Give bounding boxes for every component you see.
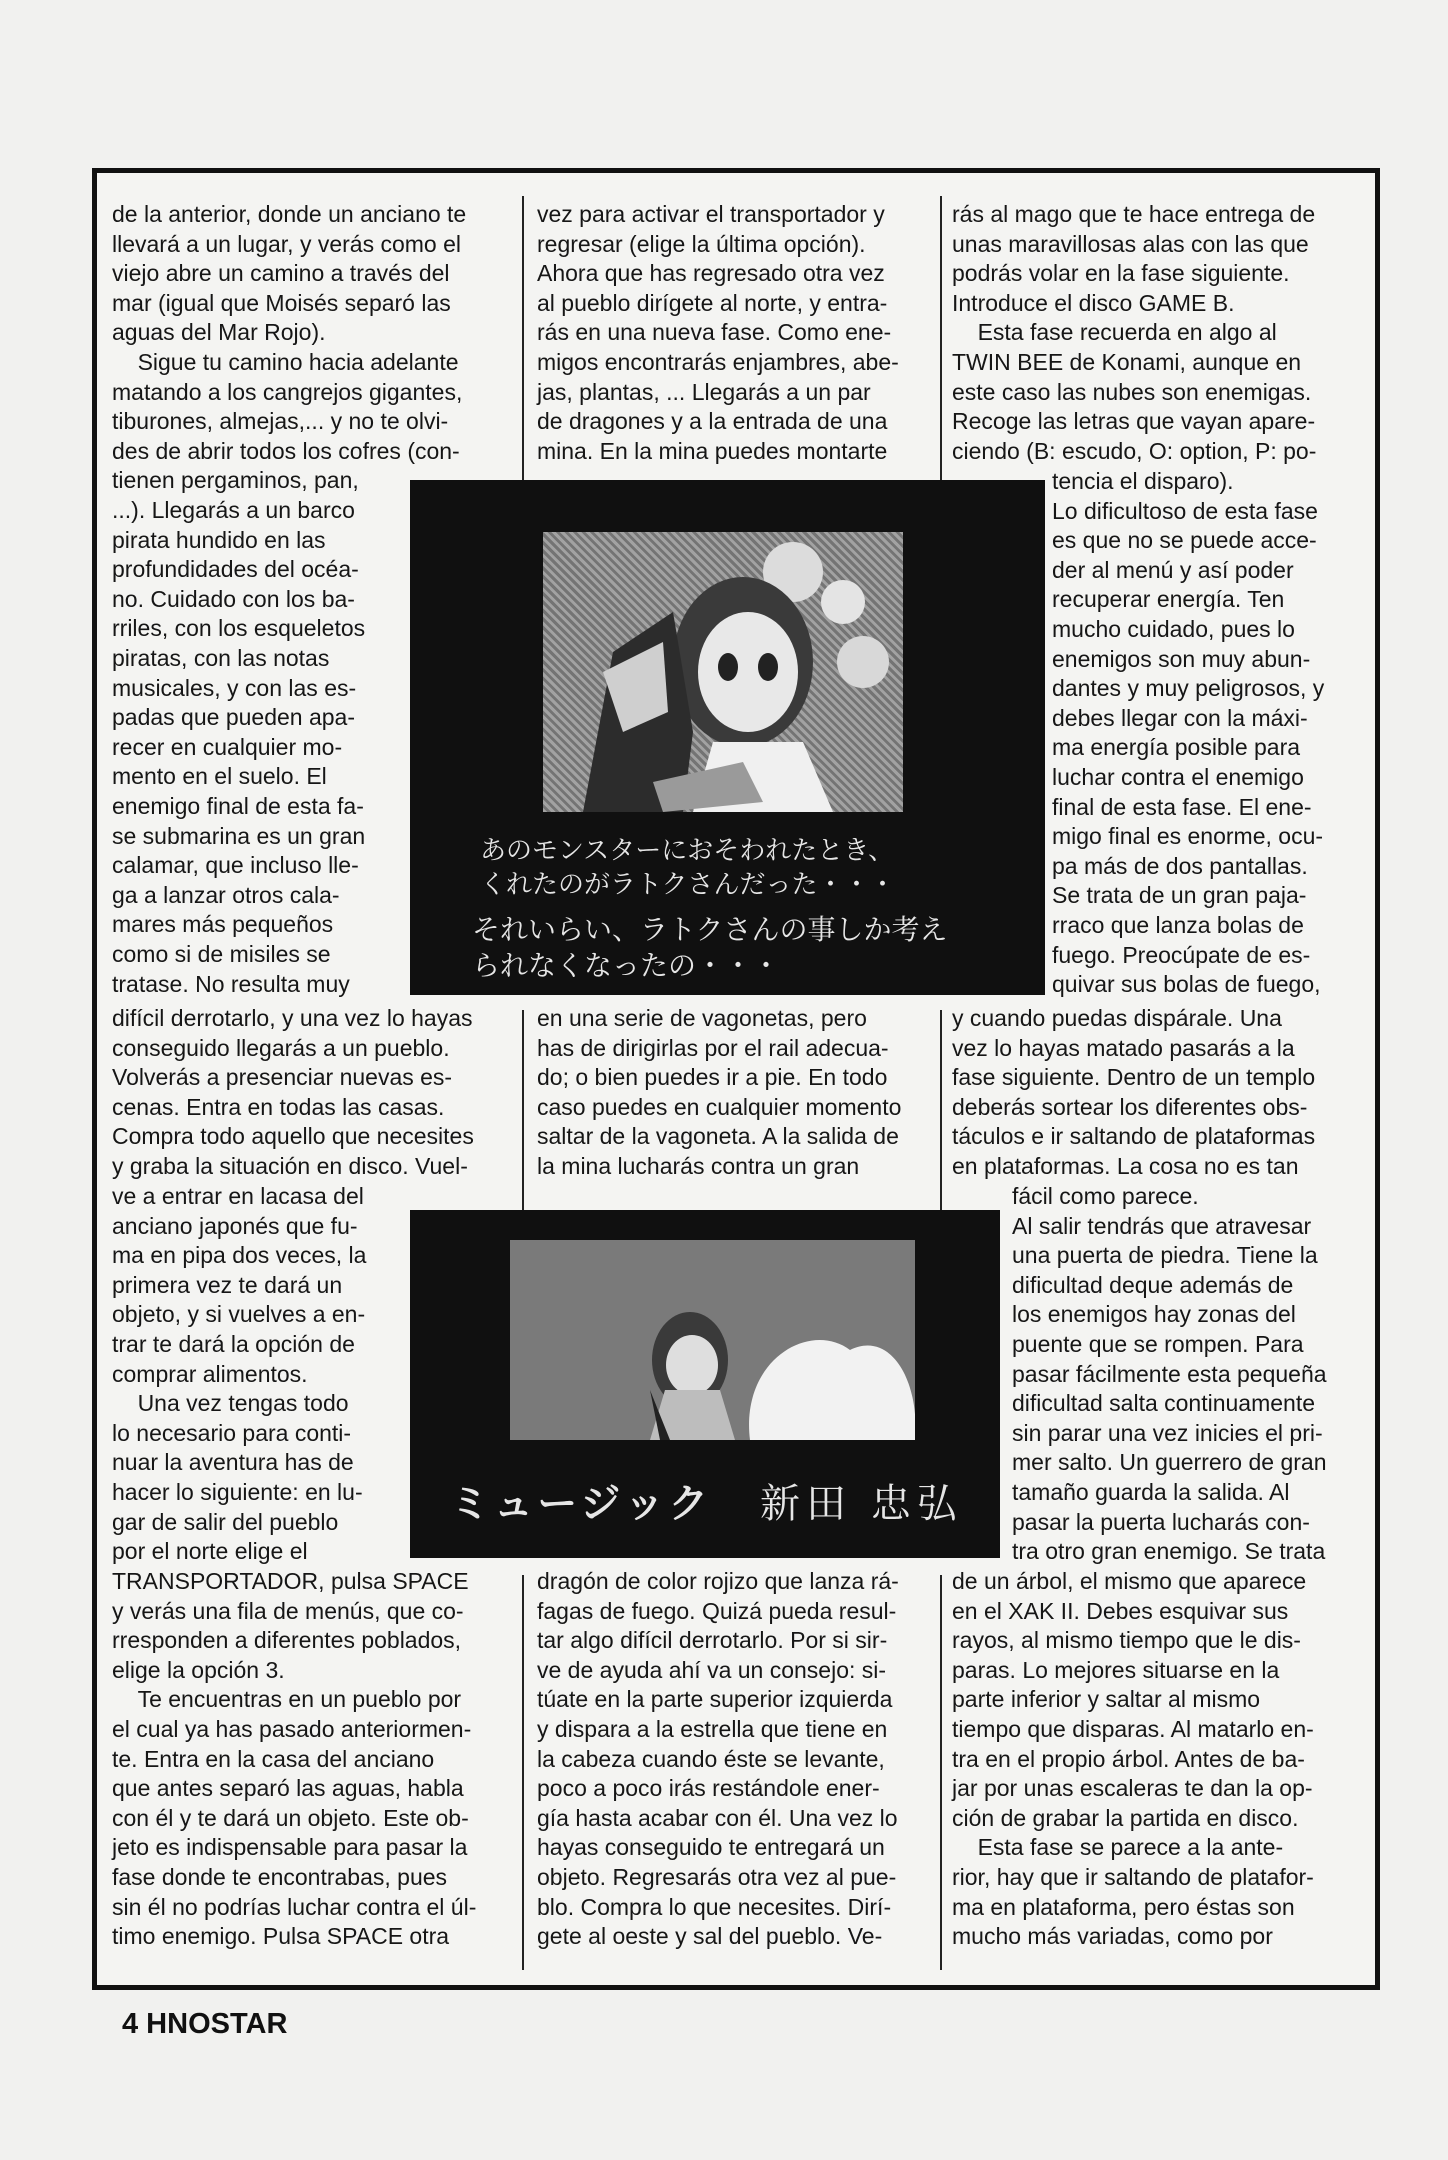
text-line: Lo dificultoso de esta fase [1052, 497, 1318, 524]
text-line: llevará a un lugar, y verás como el [112, 230, 462, 257]
text-line: enemigo final de esta fa- [112, 792, 364, 819]
text-line: podrás volar en la fase siguiente. [952, 260, 1290, 287]
text-line: jar por unas escaleras te dan la op- [952, 1775, 1313, 1802]
text-line: paras. Lo mejores situarse en la [952, 1656, 1280, 1683]
text-line: te. Entra en la casa del anciano [112, 1745, 435, 1772]
text-line: tiburones, almejas,... y no te olvi- [112, 408, 449, 435]
column-3-top-text [952, 200, 1362, 466]
text-line: TRANSPORTADOR, pulsa SPACE [112, 1568, 469, 1594]
text-line: padas que pueden apa- [112, 704, 355, 731]
game-screenshot-1 [410, 480, 1045, 995]
text-line: migos encontrarás enjambres, abe- [537, 348, 899, 375]
text-line: piratas, con las notas [112, 644, 330, 671]
column-rule-1c [522, 1575, 524, 1970]
text-line: calamar, que incluso lle- [112, 852, 359, 879]
text-line: ve de ayuda ahí va un consejo: si- [537, 1656, 887, 1683]
text-line: pasar la puerta lucharás con- [1012, 1508, 1310, 1535]
column-1-wrap1-text [112, 496, 397, 999]
column-2-bottom-text [537, 1567, 932, 1952]
text-line: mento en el suelo. El [112, 763, 327, 790]
text-line: fase donde te encontrabas, pues [112, 1863, 448, 1890]
text-line: musicales, y con las es- [112, 674, 357, 701]
column-3-wrap2-text [1012, 1182, 1362, 1567]
column-3-mid-text [952, 1004, 1362, 1182]
text-line: rás al mago que te hace entrega de [952, 201, 1316, 227]
text-line: hayas conseguido te entregará un [537, 1834, 885, 1861]
text-line: mucho más variadas, como por [952, 1923, 1273, 1950]
text-line: hacer lo siguiente: en lu- [112, 1478, 363, 1505]
text-line: mares más pequeños [112, 911, 334, 938]
text-line: tiempo que disparas. Al matarlo en- [952, 1715, 1314, 1742]
text-line: rás en una nueva fase. Como ene- [537, 319, 892, 346]
text-line: rayos, al mismo tiempo que le dis- [952, 1627, 1301, 1654]
text-line: dragón de color rojizo que lanza rá- [537, 1568, 899, 1594]
text-line: túate en la parte superior izquierda [537, 1686, 893, 1713]
column-rule-2b [940, 1010, 942, 1210]
text-line: saltar de la vagoneta. A la salida de [537, 1123, 899, 1150]
text-line: ...). Llegarás a un barco [112, 497, 355, 523]
text-line: recuperar energía. Ten [1052, 586, 1285, 613]
text-line: regresar (elige la última opción). [537, 230, 866, 257]
column-3-bottom-text [952, 1567, 1362, 1952]
text-line: de un árbol, el mismo que aparece [952, 1568, 1307, 1594]
text-line: has de dirigirlas por el rail adecua- [537, 1034, 889, 1061]
text-line: parte inferior y saltar al mismo [952, 1686, 1261, 1713]
text-line: timo enemigo. Pulsa SPACE otra [112, 1923, 450, 1950]
text-line: objeto. Regresarás otra vez al pue- [537, 1863, 897, 1890]
text-line: elige la opción 3. [112, 1656, 285, 1683]
dialogue-line-2: くれたのがラトクさんだった・・・ [480, 870, 896, 900]
text-line: no. Cuidado con los ba- [112, 585, 355, 612]
text-line: la mina lucharás contra un gran [537, 1152, 860, 1179]
text-line: Volverás a presenciar nuevas es- [112, 1064, 453, 1091]
text-line: nuar la aventura has de [112, 1449, 354, 1476]
text-line: Se trata de un gran paja- [1052, 882, 1307, 909]
text-line: jeto es indispensable para pasar la [112, 1834, 468, 1861]
text-line: al pueblo dirígete al norte, y entra- [537, 289, 888, 316]
text-line: mer salto. Un guerrero de gran [1012, 1449, 1327, 1476]
text-line: en el XAK II. Debes esquivar sus [952, 1597, 1289, 1624]
column-2-top-text [537, 200, 932, 466]
text-line: TWIN BEE de Konami, aunque en [952, 348, 1302, 375]
text-line: por el norte elige el [112, 1538, 308, 1565]
text-line: Recoge las letras que vayan apare- [952, 408, 1316, 435]
text-line: poco a poco irás restándole ener- [537, 1775, 880, 1802]
text-line: tra otro gran enemigo. Se trata [1012, 1538, 1326, 1565]
text-line: ma en plataforma, pero éstas son [952, 1893, 1295, 1920]
text-line: migo final es enorme, ocu- [1052, 823, 1324, 850]
text-line: Al salir tendrás que atravesar [1012, 1212, 1312, 1239]
text-line: fácil como parece. [1012, 1183, 1199, 1209]
text-line: deberás sortear los diferentes obs- [952, 1093, 1308, 1120]
text-line: luchar contra el enemigo [1052, 763, 1304, 790]
column-1-bottom-text [112, 1567, 512, 1952]
text-line: Una vez tengas todo [112, 1390, 349, 1417]
text-line: dantes y muy peligrosos, y [1052, 675, 1325, 702]
text-line: trar te dará la opción de [112, 1330, 355, 1357]
text-line: Introduce el disco GAME B. [952, 289, 1235, 316]
text-line: mar (igual que Moisés separó las [112, 289, 451, 316]
text-line: los enemigos hay zonas del [1012, 1301, 1296, 1328]
heroine-illustration [510, 1240, 915, 1440]
text-line: sin parar una vez inicies el pri- [1012, 1419, 1323, 1446]
text-line: lo necesario para conti- [112, 1419, 352, 1446]
anime-characters-illustration [543, 532, 903, 812]
text-line: difícil derrotarlo, y una vez lo hayas [112, 1005, 473, 1031]
text-line: tamaño guarda la salida. Al [1012, 1478, 1290, 1505]
text-line: en una serie de vagonetas, pero [537, 1005, 867, 1031]
text-line: y graba la situación en disco. Vuel- [112, 1152, 468, 1179]
text-line: fagas de fuego. Quizá pueda resul- [537, 1597, 897, 1624]
column-1-wrap2-text [112, 1182, 402, 1567]
text-line: cenas. Entra en todas las casas. [112, 1093, 445, 1120]
text-line: tratase. No resulta muy [112, 970, 350, 997]
text-line: der al menú y así poder [1052, 556, 1294, 583]
text-line: pirata hundido en las [112, 526, 326, 553]
text-line: como si de misiles se [112, 940, 331, 967]
text-line: gía hasta acabar con él. Una vez lo [537, 1804, 898, 1831]
text-line: rresponden a diferentes poblados, [112, 1627, 462, 1654]
text-line: do; o bien puedes ir a pie. En todo [537, 1064, 888, 1091]
text-line: dificultad deque además de [1012, 1271, 1294, 1298]
text-line: táculos e ir saltando de plataformas [952, 1123, 1316, 1150]
text-line: de la anterior, donde un anciano te [112, 201, 467, 227]
text-line: el cual ya has pasado anteriormen- [112, 1715, 472, 1742]
text-line: la cabeza cuando éste se levante, [537, 1745, 885, 1772]
text-line: dificultad salta continuamente [1012, 1390, 1316, 1417]
text-line: Esta fase se parece a la ante- [952, 1834, 1284, 1861]
text-line: este caso las nubes son enemigas. [952, 378, 1312, 405]
column-rule-2c [940, 1575, 942, 1970]
text-line: Sigue tu camino hacia adelante [112, 348, 459, 375]
dialogue-line-3: それいらい、ラトクさんの事しか考え [472, 913, 948, 946]
text-line: unas maravillosas alas con las que [952, 230, 1309, 257]
text-line: sin él no podrías luchar contra el úl- [112, 1893, 477, 1920]
text-line: debes llegar con la máxi- [1052, 704, 1308, 731]
text-line: vez para activar el transportador y [537, 201, 885, 227]
text-line: Ahora que has regresado otra vez [537, 260, 885, 287]
text-line: fuego. Preocúpate de es- [1052, 941, 1311, 968]
text-line: y dispara a la estrella que tiene en [537, 1715, 888, 1742]
text-line: de dragones y a la entrada de una [537, 408, 888, 435]
text-line: conseguido llegarás a un pueblo. [112, 1034, 450, 1061]
text-line: que antes separó las aguas, habla [112, 1775, 464, 1802]
text-line: tienen pergaminos, pan, [112, 467, 359, 494]
credits-scene-image [510, 1240, 915, 1440]
text-line: se submarina es un gran [112, 822, 366, 849]
credit-role-music: ミュージック [450, 1481, 713, 1527]
text-line: objeto, y si vuelves a en- [112, 1301, 366, 1328]
text-line: pasar fácilmente esta pequeña [1012, 1360, 1327, 1387]
text-line: ma energía posible para [1052, 734, 1301, 761]
text-line: fase siguiente. Dentro de un templo [952, 1064, 1316, 1091]
page-number-magazine-name: 4 HNOSTAR [122, 2008, 288, 2040]
text-line: mucho cuidado, pues lo [1052, 615, 1295, 642]
text-line: ción de grabar la partida en disco. [952, 1804, 1299, 1831]
anime-scene-image [543, 532, 903, 812]
text-line: viejo abre un camino a través del [112, 260, 450, 287]
column-rule-1b [522, 1010, 524, 1210]
text-line: anciano japonés que fu- [112, 1212, 358, 1239]
text-line: rriles, con los esqueletos [112, 615, 366, 642]
column-3-wrap1-text [1052, 467, 1362, 1000]
text-line: ga a lanzar otros cala- [112, 881, 340, 908]
text-line: rior, hay que ir saltando de platafor- [952, 1863, 1314, 1890]
dialogue-line-4: られなくなったの・・・ [472, 949, 781, 982]
text-line: y verás una fila de menús, que co- [112, 1597, 464, 1624]
text-line: caso puedes en cualquier momento [537, 1093, 902, 1120]
text-line: Esta fase recuerda en algo al [952, 319, 1277, 346]
column-1-mid-text [112, 1004, 512, 1182]
text-line: es que no se puede acce- [1052, 527, 1317, 554]
text-line: gete al oeste y sal del pueblo. Ve- [537, 1923, 883, 1950]
text-line: tencia el disparo). [1052, 468, 1234, 494]
text-line: vez lo hayas matado pasarás a la [952, 1034, 1295, 1061]
text-line: comprar alimentos. [112, 1360, 308, 1387]
text-line: aguas del Mar Rojo). [112, 319, 326, 346]
column-rule-2 [940, 196, 942, 481]
text-line: puente que se rompen. Para [1012, 1330, 1304, 1357]
text-line: tar algo difícil derrotarlo. Por si sir- [537, 1627, 888, 1654]
text-line: con él y te dará un objeto. Este ob- [112, 1804, 469, 1831]
text-line: rraco que lanza bolas de [1052, 911, 1304, 938]
text-line: enemigos son muy abun- [1052, 645, 1311, 672]
text-line: mina. En la mina puedes montarte [537, 437, 888, 464]
text-line: tra en el propio árbol. Antes de ba- [952, 1745, 1305, 1772]
column-rule-1 [522, 196, 524, 481]
text-line: des de abrir todos los cofres (con- [112, 437, 460, 464]
text-line: gar de salir del pueblo [112, 1508, 339, 1535]
text-line: y cuando puedas dispárale. Una [952, 1005, 1282, 1031]
text-line: matando a los cangrejos gigantes, [112, 378, 463, 405]
text-line: final de esta fase. El ene- [1052, 793, 1312, 820]
dialogue-line-1: あのモンスターにおそわれたとき、 [480, 836, 895, 866]
column-2-mid-text [537, 1004, 932, 1182]
text-line: pa más de dos pantallas. [1052, 852, 1308, 879]
text-line: ma en pipa dos veces, la [112, 1242, 367, 1269]
text-line: quivar sus bolas de fuego, [1052, 971, 1321, 998]
text-line: jas, plantas, ... Llegarás a un par [537, 378, 871, 405]
text-line: una puerta de piedra. Tiene la [1012, 1242, 1318, 1269]
column-1-top-text [112, 200, 512, 496]
text-line: en plataformas. La cosa no es tan [952, 1152, 1299, 1179]
text-line: profundidades del océa- [112, 556, 359, 583]
text-line: ciendo (B: escudo, O: option, P: po- [952, 437, 1317, 464]
text-line: Compra todo aquello que necesites [112, 1123, 474, 1150]
credit-name: 新田 忠弘 [760, 1481, 963, 1527]
text-line: ve a entrar en lacasa del [112, 1183, 364, 1209]
text-line: primera vez te dará un [112, 1271, 343, 1298]
text-line: recer en cualquier mo- [112, 733, 343, 760]
text-line: Te encuentras en un pueblo por [112, 1686, 462, 1713]
game-screenshot-2 [410, 1210, 1000, 1558]
text-line: blo. Compra lo que necesites. Dirí- [537, 1893, 892, 1920]
